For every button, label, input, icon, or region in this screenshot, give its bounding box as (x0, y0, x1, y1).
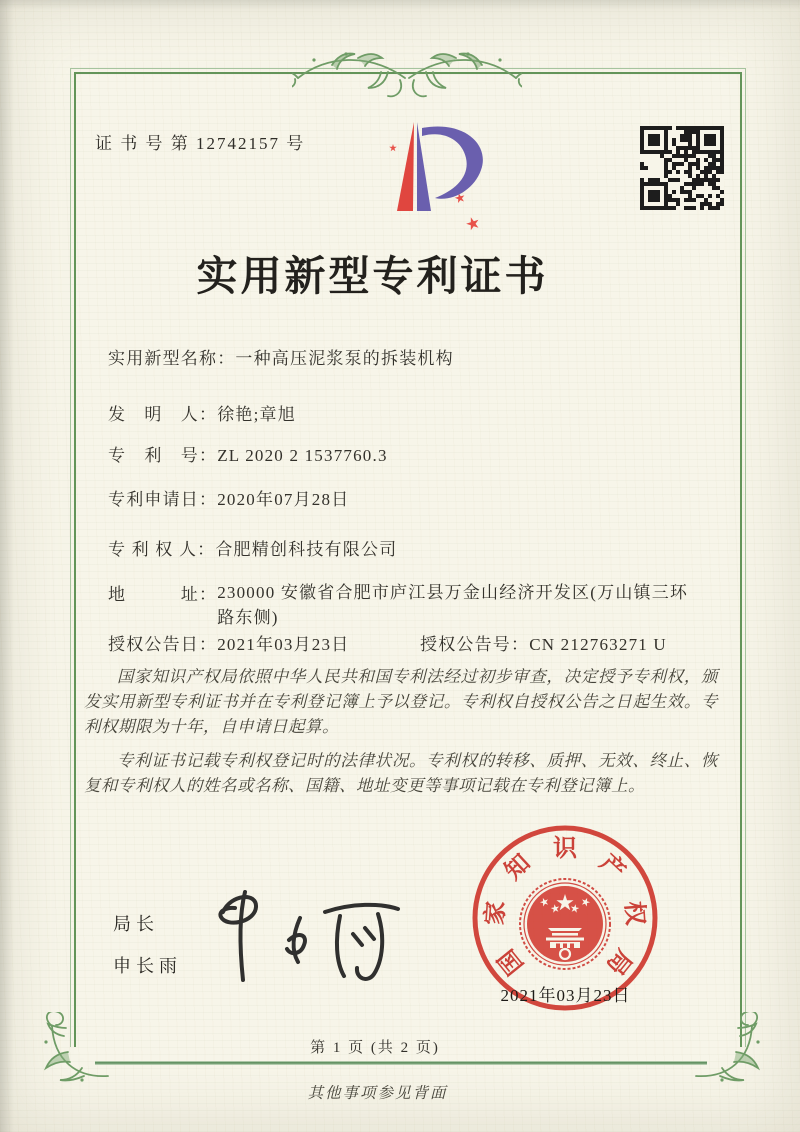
field-value: 2021年03月23日 (217, 635, 350, 654)
field-value: 一种高压泥浆泵的拆装机构 (235, 349, 454, 368)
field-value: CN 212763271 U (529, 635, 667, 654)
national-emblem-icon (520, 879, 610, 969)
field-label: 实用新型名称： (108, 349, 236, 368)
field-label: 地 址： (108, 585, 218, 604)
commissioner-signature (205, 876, 420, 999)
legal-paragraph-1: 国家知识产权局依照中华人民共和国专利法经过初步审查，决定授予专利权，颁发实用新型专利证书并在专利登记簿上予以登记。专利权自授权公告之日起生效。专利权期限为十年，自申请日起算。 (84, 667, 718, 736)
signer-name: 申长雨 (113, 956, 182, 976)
back-side-note: 其他事项参见背面 (307, 1085, 448, 1102)
signer-role: 局长 (113, 914, 159, 934)
page-number: 第 1 页 (共 2 页) (310, 1040, 440, 1056)
seal-char: 知 (500, 849, 536, 886)
field-row-inventor (108, 400, 296, 425)
field-label: 发 明 人： (108, 405, 218, 424)
legal-paragraph-2: 专利证书记载专利权登记时的法律状况。专利权的转移、质押、无效、终止、恢复和专利权人的姓名或名称、国籍、地址变更等事项记载在专利登记簿上。 (84, 751, 718, 795)
field-value: 230000 安徽省合肥市庐江县万金山经济开发区(万山镇三环路东侧) (217, 583, 689, 627)
field-label: 授权公告号： (420, 635, 530, 654)
seal-char: 局 (600, 943, 637, 979)
signer-block (113, 903, 182, 987)
cnipa-logo-icon (338, 108, 488, 243)
field-label: 专 利 权 人： (108, 540, 216, 559)
field-row-grant-date (108, 630, 349, 655)
field-label: 专利申请日： (108, 490, 218, 509)
field-row-utility-model-name (108, 344, 454, 369)
certificate-title: 实用新型专利证书 (196, 253, 549, 299)
seal-date: 2021年03月23日 (500, 986, 631, 1005)
field-row-address (108, 580, 695, 630)
certificate-number: 证 书 号 第 12742157 号 (95, 134, 306, 153)
field-label: 专 利 号： (108, 446, 218, 465)
seal-char: 国 (493, 943, 530, 979)
field-row-patent-number (108, 441, 388, 466)
seal-char: 权 (620, 900, 648, 927)
field-value: 合肥精创科技有限公司 (215, 540, 398, 559)
field-row-grant-number (420, 630, 667, 655)
field-value: 徐艳;章旭 (217, 405, 296, 424)
seal-char: 产 (594, 849, 630, 886)
field-value: ZL 2020 2 1537760.3 (217, 446, 388, 465)
qr-code (640, 126, 724, 210)
seal-char: 家 (482, 900, 510, 927)
legal-text-block (84, 664, 718, 807)
field-value: 2020年07月28日 (217, 490, 350, 509)
footer-divider-line (95, 1061, 707, 1065)
seal-char: 识 (553, 836, 577, 862)
field-row-application-date (108, 485, 349, 510)
field-label: 授权公告日： (108, 635, 218, 654)
top-flourish-ornament (292, 48, 522, 106)
field-row-patentee (108, 535, 397, 560)
